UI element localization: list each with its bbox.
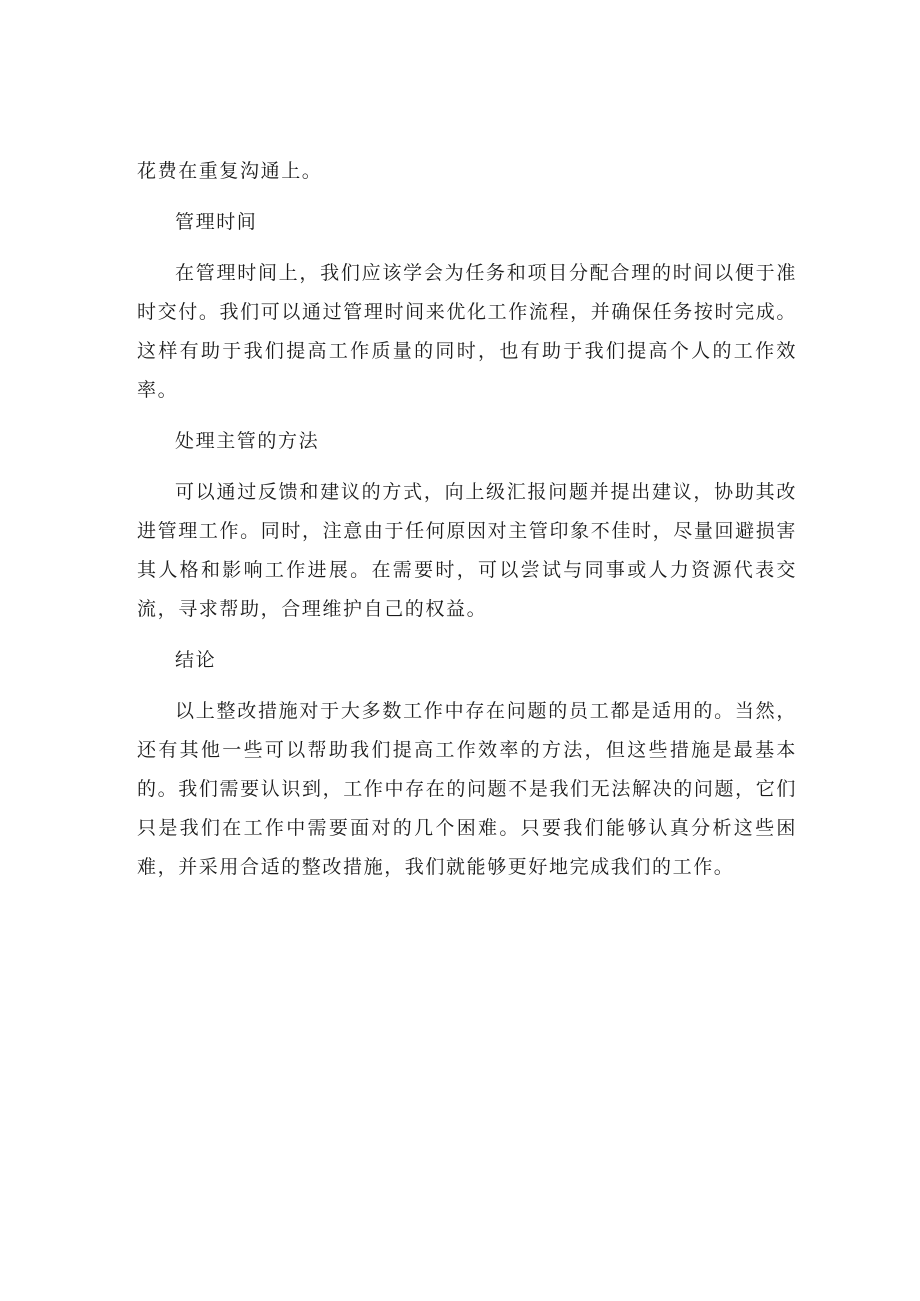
paragraph-continuation: 花费在重复沟通上。 bbox=[137, 160, 323, 182]
paragraph-time-management: 在管理时间上，我们应该学会为任务和项目分配合理的时间以便于准时交付。我们可以通过管理时间来优化工作流程，并确保任务按时完成。这样有助于我们提高工作质量的同时，也有助于我们提高个人的工作效率。 bbox=[137, 262, 797, 401]
paragraph-supervisor: 可以通过反馈和建议的方式，向上级汇报问题并提出建议，协助其改进管理工作。同时，注意由于任何原因对主管印象不佳时，尽量回避损害其人格和影响工作进展。在需要时，可以尝试与同事或人力资源代表交流，寻求帮助，合理维护自己的权益。 bbox=[137, 481, 797, 620]
section-heading-conclusion: 结论 bbox=[175, 649, 217, 671]
document-body bbox=[137, 152, 797, 899]
paragraph-conclusion: 以上整改措施对于大多数工作中存在问题的员工都是适用的。当然，还有其他一些可以帮助我们提高工作效率的方法，但这些措施是最基本的。我们需要认识到，工作中存在的问题不是我们无法解决的问题，它们只是我们在工作中需要面对的几个困难。只要我们能够认真分析这些困难，并采用合适的整改措施，我们就能够更好地完成我们的工作。 bbox=[137, 700, 797, 878]
section-heading-supervisor: 处理主管的方法 bbox=[175, 430, 320, 452]
section-heading-time-management: 管理时间 bbox=[175, 211, 258, 233]
